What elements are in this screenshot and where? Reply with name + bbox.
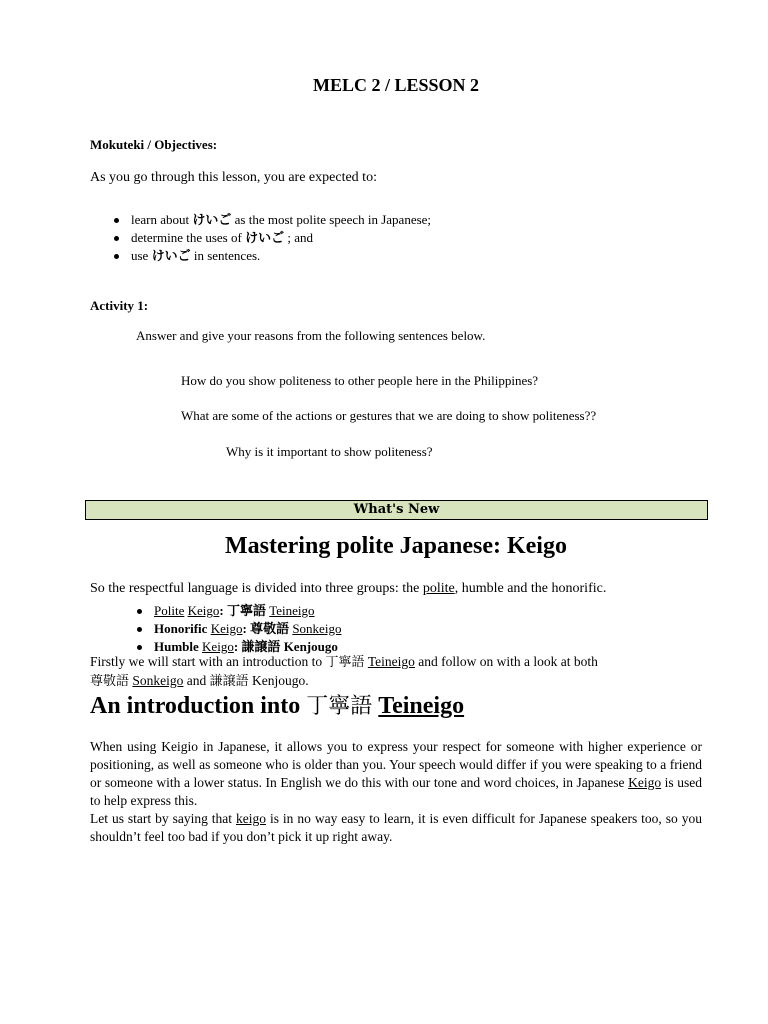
- whats-new-label: What's New: [353, 502, 440, 517]
- objective-item: determine the uses of けいご ; and: [114, 227, 313, 246]
- activity-question: What are some of the actions or gestures that we are doing to show politeness??: [181, 408, 597, 423]
- page-title: MELC 2 / LESSON 2: [312, 75, 480, 95]
- activity-heading: Activity 1:: [90, 298, 149, 313]
- section-title-teineigo: An introduction into 丁寧語 Teineigo: [90, 693, 465, 719]
- activity-instruction: Answer and give your reasons from the following sentences below.: [136, 328, 486, 343]
- group-item-humble: Humble Keigo: 謙譲語 Kenjougo: [137, 636, 338, 655]
- objective-item: learn about けいご as the most polite speech in Japanese;: [114, 209, 431, 228]
- activity-question: Why is it important to show politeness?: [226, 444, 433, 459]
- whats-new-banner: [85, 500, 708, 520]
- objective-item: use けいご in sentences.: [114, 245, 260, 264]
- section-title-keigo: Mastering polite Japanese: Keigo: [225, 533, 567, 559]
- bullet-icon: [114, 254, 119, 259]
- objectives-heading: Mokuteki / Objectives:: [90, 137, 218, 152]
- bullet-icon: [137, 627, 142, 632]
- activity-question: How do you show politeness to other people here in the Philippines?: [181, 373, 539, 388]
- bullet-icon: [114, 218, 119, 223]
- objectives-intro: As you go through this lesson, you are expected to:: [90, 170, 377, 185]
- firstly-paragraph: Firstly we will start with an introduction to 丁寧語 Teineigo and follow on with a look at both 尊敬語 Sonkeigo and 謙譲語 Kenjougo.: [90, 654, 598, 689]
- groups-intro: So the respectful language is divided into three groups: the polite, humble and the honorific.: [90, 581, 607, 596]
- bullet-icon: [137, 609, 142, 614]
- keigo-explanation-paragraph: When using Keigio in Japanese, it allows you to express your respect for someone with higher experience or positioning, as well as someone who is older than you. Your speech would differ if you were speaking to a friend or someone with a lower status. In English we do this with our tone and word choices, in Japanese Keigo is used to help express this. Let us start by saying that keigo is in no way easy to learn, it is even difficult for Japanese speakers too, so you shouldn’t feel too bad if you don’t pick it up right away.: [90, 739, 703, 844]
- group-item-polite: Polite Keigo: 丁寧語 Teineigo: [137, 600, 315, 619]
- bullet-icon: [137, 645, 142, 650]
- group-item-honorific: Honorific Keigo: 尊敬語 Sonkeigo: [137, 618, 341, 637]
- bullet-icon: [114, 236, 119, 241]
